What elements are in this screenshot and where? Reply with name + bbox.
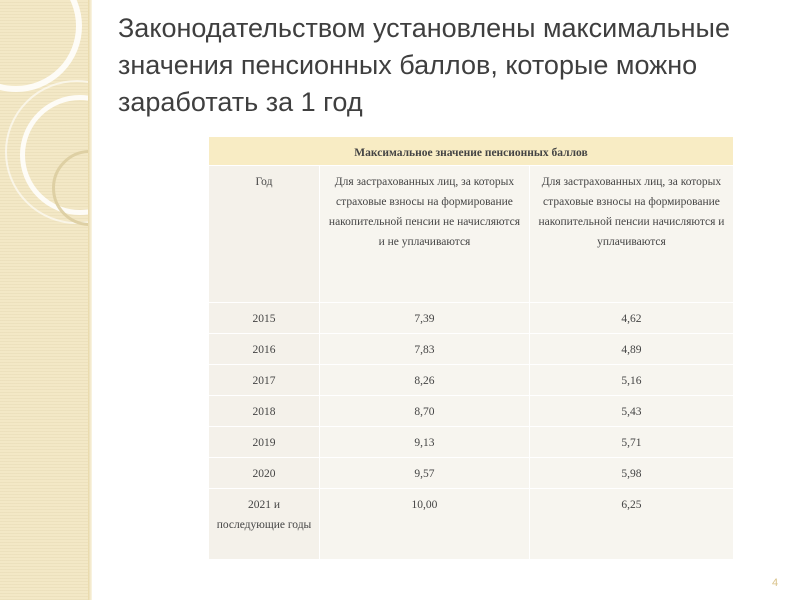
table-header-row xyxy=(209,137,734,166)
no-funded-value-cell: 8,26 xyxy=(320,365,530,396)
table-row xyxy=(209,427,734,458)
column-header-funded: Для застрахованных лиц, за которых страховые взносы на формирование накопительной пенсии начисляются и уплачиваются xyxy=(529,166,733,303)
year-cell: 2018 xyxy=(209,396,320,427)
year-cell: 2019 xyxy=(209,427,320,458)
table-header: Максимальное значение пенсионных баллов xyxy=(209,137,734,166)
funded-value-cell: 5,43 xyxy=(529,396,733,427)
funded-value-cell: 4,62 xyxy=(529,303,733,334)
table-row xyxy=(209,303,734,334)
table-row xyxy=(209,458,734,489)
no-funded-value-cell: 7,39 xyxy=(320,303,530,334)
year-cell: 2017 xyxy=(209,365,320,396)
no-funded-value-cell: 7,83 xyxy=(320,334,530,365)
table-row xyxy=(209,489,734,560)
column-header-no-funded: Для застрахованных лиц, за которых страховые взносы на формирование накопительной пенсии не начисляются и не уплачиваются xyxy=(320,166,530,303)
slide-page-number: 4 xyxy=(772,577,779,589)
no-funded-value-cell: 10,00 xyxy=(320,489,530,560)
decorative-circle xyxy=(0,0,82,92)
no-funded-value-cell: 8,70 xyxy=(320,396,530,427)
funded-value-cell: 5,71 xyxy=(529,427,733,458)
no-funded-value-cell: 9,13 xyxy=(320,427,530,458)
funded-value-cell: 4,89 xyxy=(529,334,733,365)
year-cell: 2015 xyxy=(209,303,320,334)
slide-title: Законодательством установлены максимальные значения пенсионных баллов, которые можно заработать за 1 год xyxy=(118,13,730,117)
decorative-side-band xyxy=(0,0,88,600)
column-header-row xyxy=(209,166,734,303)
side-band-edge xyxy=(88,0,92,600)
year-cell: 2021 и последующие годы xyxy=(209,489,320,560)
funded-value-cell: 5,98 xyxy=(529,458,733,489)
table-row xyxy=(209,334,734,365)
no-funded-value-cell: 9,57 xyxy=(320,458,530,489)
year-cell: 2020 xyxy=(209,458,320,489)
table-row xyxy=(209,365,734,396)
pension-points-table xyxy=(208,136,734,560)
funded-value-cell: 5,16 xyxy=(529,365,733,396)
funded-value-cell: 6,25 xyxy=(529,489,733,560)
column-header-year: Год xyxy=(209,166,320,303)
table-row xyxy=(209,396,734,427)
year-cell: 2016 xyxy=(209,334,320,365)
